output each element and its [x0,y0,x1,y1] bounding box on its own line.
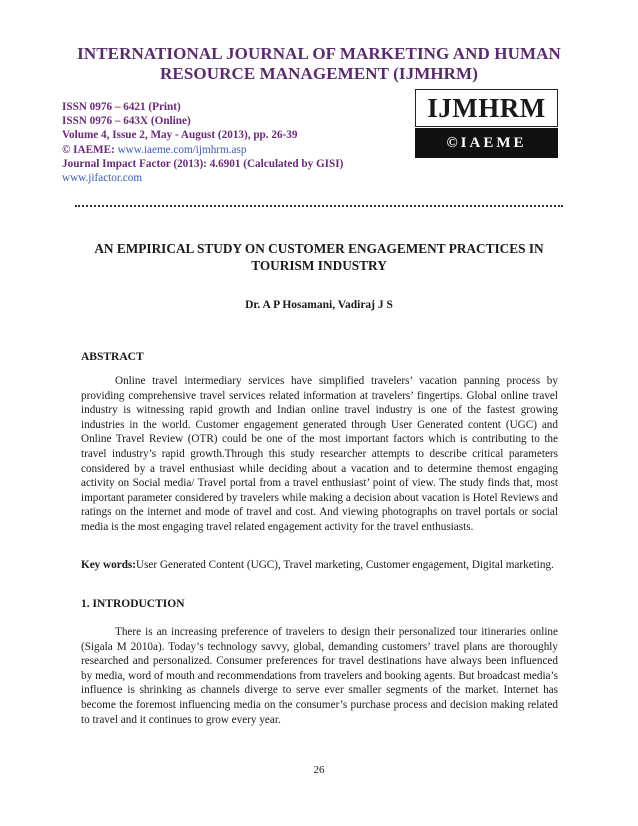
abstract-heading: ABSTRACT [81,351,144,363]
journal-title-line1: INTERNATIONAL JOURNAL OF MARKETING AND HUMAN [77,44,561,63]
iaeme-link[interactable]: www.iaeme.com/ijmhrm.asp [117,143,247,156]
keywords [81,558,558,573]
issn-online: ISSN 0976 – 643X (Online) [62,115,191,128]
page-number: 26 [313,764,325,776]
impact-factor: Journal Impact Factor (2013): 4.6901 (Calculated by GISI) [62,157,344,170]
introduction-body: There is an increasing preference of travelers to design their personalized tour itineraries online (Sigala M 2010a). Today’s technology savvy, global, demanding customers’ travel plans are thoroughly researched and personalized. Consumer preferences for travel destinations have always been influenced by media, word of mouth and recommendations from travelers and booking agents. But broadcast media’s influence is shrinking as channels diverge to serve ever smaller segments of the market. Internet has become the foremost influencing media on the consumer’s purchase process and decision making related to travel and it continues to grow every year. [81,626,558,726]
iaeme-label: © IAEME: [62,143,115,156]
paper-title-line2: TOURISM INDUSTRY [251,258,387,273]
keywords-text: User Generated Content (UGC), Travel marketing, Customer engagement, Digital marketing. [136,559,554,571]
paper-title-line1: AN EMPIRICAL STUDY ON CUSTOMER ENGAGEMENT PRACTICES IN [94,241,544,256]
abstract-body: Online travel intermediary services have simplified travelers’ vacation panning process by providing comprehensive travel services related information at travelers’ fingertips. Global online travel industry is witnessing rapid growth and Indian online travel industry is one of the fastest growing industries in the world. Customer engagement generated through User Generated content (UGC) and Online Travel Review (OTR) could be one of the most important factors which is contributing to the travel industry’s rapid growth.Through this study researcher attempts to describe critical parameters considered by a travel enthusiast while deciding about a vacation and to determine themost engaging activity on Social media/ Travel portal from a travel enthusiast’ point of view. The study finds that, most important parameter considered by travelers while making a decision about vacation is Hotel Reviews and ratings on the internet and mode of travel and cost. And viewing photographs on travel portals or social media is the most engaging travel related engagement activity for the travel enthusiasts. [81,375,558,533]
introduction-heading: 1. INTRODUCTION [81,598,185,610]
logo-publisher: ©IAEME [415,128,558,158]
journal-meta [62,100,402,185]
logo-title: IJMHRM [415,89,558,127]
volume-info: Volume 4, Issue 2, May - August (2013), pp. 26-39 [62,129,298,142]
issn-print: ISSN 0976 – 6421 (Print) [62,101,181,113]
keywords-label: Key words: [81,559,136,571]
iaeme-line [62,143,402,157]
header-divider [75,205,563,207]
paper-title [70,240,568,274]
authors: Dr. A P Hosamani, Vadiraj J S [245,299,393,311]
journal-logo [415,89,558,159]
journal-title [40,44,598,84]
jifactor-link[interactable]: www.jifactor.com [62,172,143,185]
journal-title-line2: RESOURCE MANAGEMENT (IJMHRM) [160,64,478,83]
